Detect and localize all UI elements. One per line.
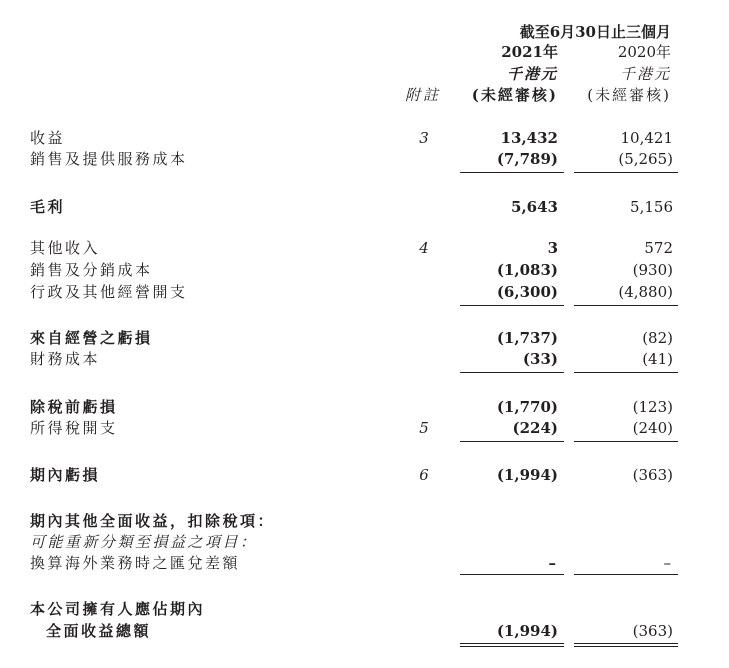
total-ci-label-line1: 本公司擁有人應佔期內 [30,600,206,618]
operating-loss-2021: (1,737) [496,329,558,347]
subtotal-rule-2021 [460,574,564,575]
oci-heading: 期內其他全面收益，扣除稅項： [30,512,276,530]
cost-of-sales-label: 銷售及提供服務成本 [30,150,188,168]
revenue-2021: 13,432 [500,129,558,147]
audit-2021-header: (未經審核) [471,86,558,104]
subtotal-rule-2020 [574,305,678,306]
unit-2020-header: 千港元 [619,65,671,83]
fx-diff-2020: – [663,554,671,572]
subtotal-rule-2020 [574,172,678,173]
selling-costs-2021: (1,083) [496,261,558,279]
income-tax-2020: (240) [632,419,673,437]
finance-costs-2020: (41) [642,350,673,368]
subtotal-rule-2020 [574,441,678,442]
period-loss-note: 6 [419,466,429,484]
revenue-label: 收益 [30,129,66,147]
subtotal-rule-2021 [460,441,564,442]
year-2021-header: 2021年 [501,43,558,61]
selling-costs-2020: (930) [632,261,673,279]
operating-loss-label: 來自經營之虧損 [30,329,153,347]
audit-2020-header: (未經審核) [587,86,671,104]
income-tax-label: 所得稅開支 [30,419,118,437]
gross-profit-2020: 5,156 [630,198,673,216]
subtotal-rule-2021 [460,172,564,173]
other-income-label: 其他收入 [30,239,101,257]
total-ci-2021: (1,994) [496,622,558,640]
period-loss-label: 期內虧損 [30,466,101,484]
oci-subheading: 可能重新分類至損益之項目： [30,533,258,551]
fx-diff-2021: – [548,554,556,572]
cost-of-sales-2020: (5,265) [618,150,673,168]
period-loss-2021: (1,994) [496,466,558,484]
finance-costs-2021: (33) [522,350,558,368]
loss-before-tax-2021: (1,770) [496,398,558,416]
note-column-header: 附註 [405,86,442,104]
loss-before-tax-label: 除稅前虧損 [30,398,118,416]
cost-of-sales-2021: (7,789) [496,150,558,168]
operating-loss-2020: (82) [642,329,673,347]
other-income-note: 4 [419,239,429,257]
revenue-2020: 10,421 [620,129,673,147]
subtotal-rule-2021 [460,305,564,306]
admin-expenses-label: 行政及其他經營開支 [30,283,188,301]
period-header: 截至6月30日止三個月 [519,23,671,41]
admin-expenses-2020: (4,880) [618,283,673,301]
income-tax-note: 5 [419,419,429,437]
subtotal-rule-2020 [574,574,678,575]
total-ci-2020: (363) [632,622,673,640]
finance-costs-label: 財務成本 [30,350,101,368]
subtotal-rule-2021 [460,372,564,373]
income-tax-2021: (224) [512,419,558,437]
gross-profit-2021: 5,643 [511,198,558,216]
year-2020-header: 2020年 [617,43,671,61]
total-double-rule-2021 [460,643,564,647]
fx-diff-label: 換算海外業務時之匯兌差額 [30,554,241,572]
unit-2021-header: 千港元 [506,65,558,83]
total-double-rule-2020 [574,643,678,647]
selling-costs-label: 銷售及分銷成本 [30,261,153,279]
other-income-2021: 3 [547,239,558,257]
loss-before-tax-2020: (123) [632,398,673,416]
other-income-2020: 572 [644,239,673,257]
period-loss-2020: (363) [632,466,673,484]
subtotal-rule-2020 [574,372,678,373]
admin-expenses-2021: (6,300) [496,283,558,301]
revenue-note: 3 [419,129,429,147]
gross-profit-label: 毛利 [30,198,66,216]
total-ci-label-line2: 全面收益總額 [46,622,152,640]
